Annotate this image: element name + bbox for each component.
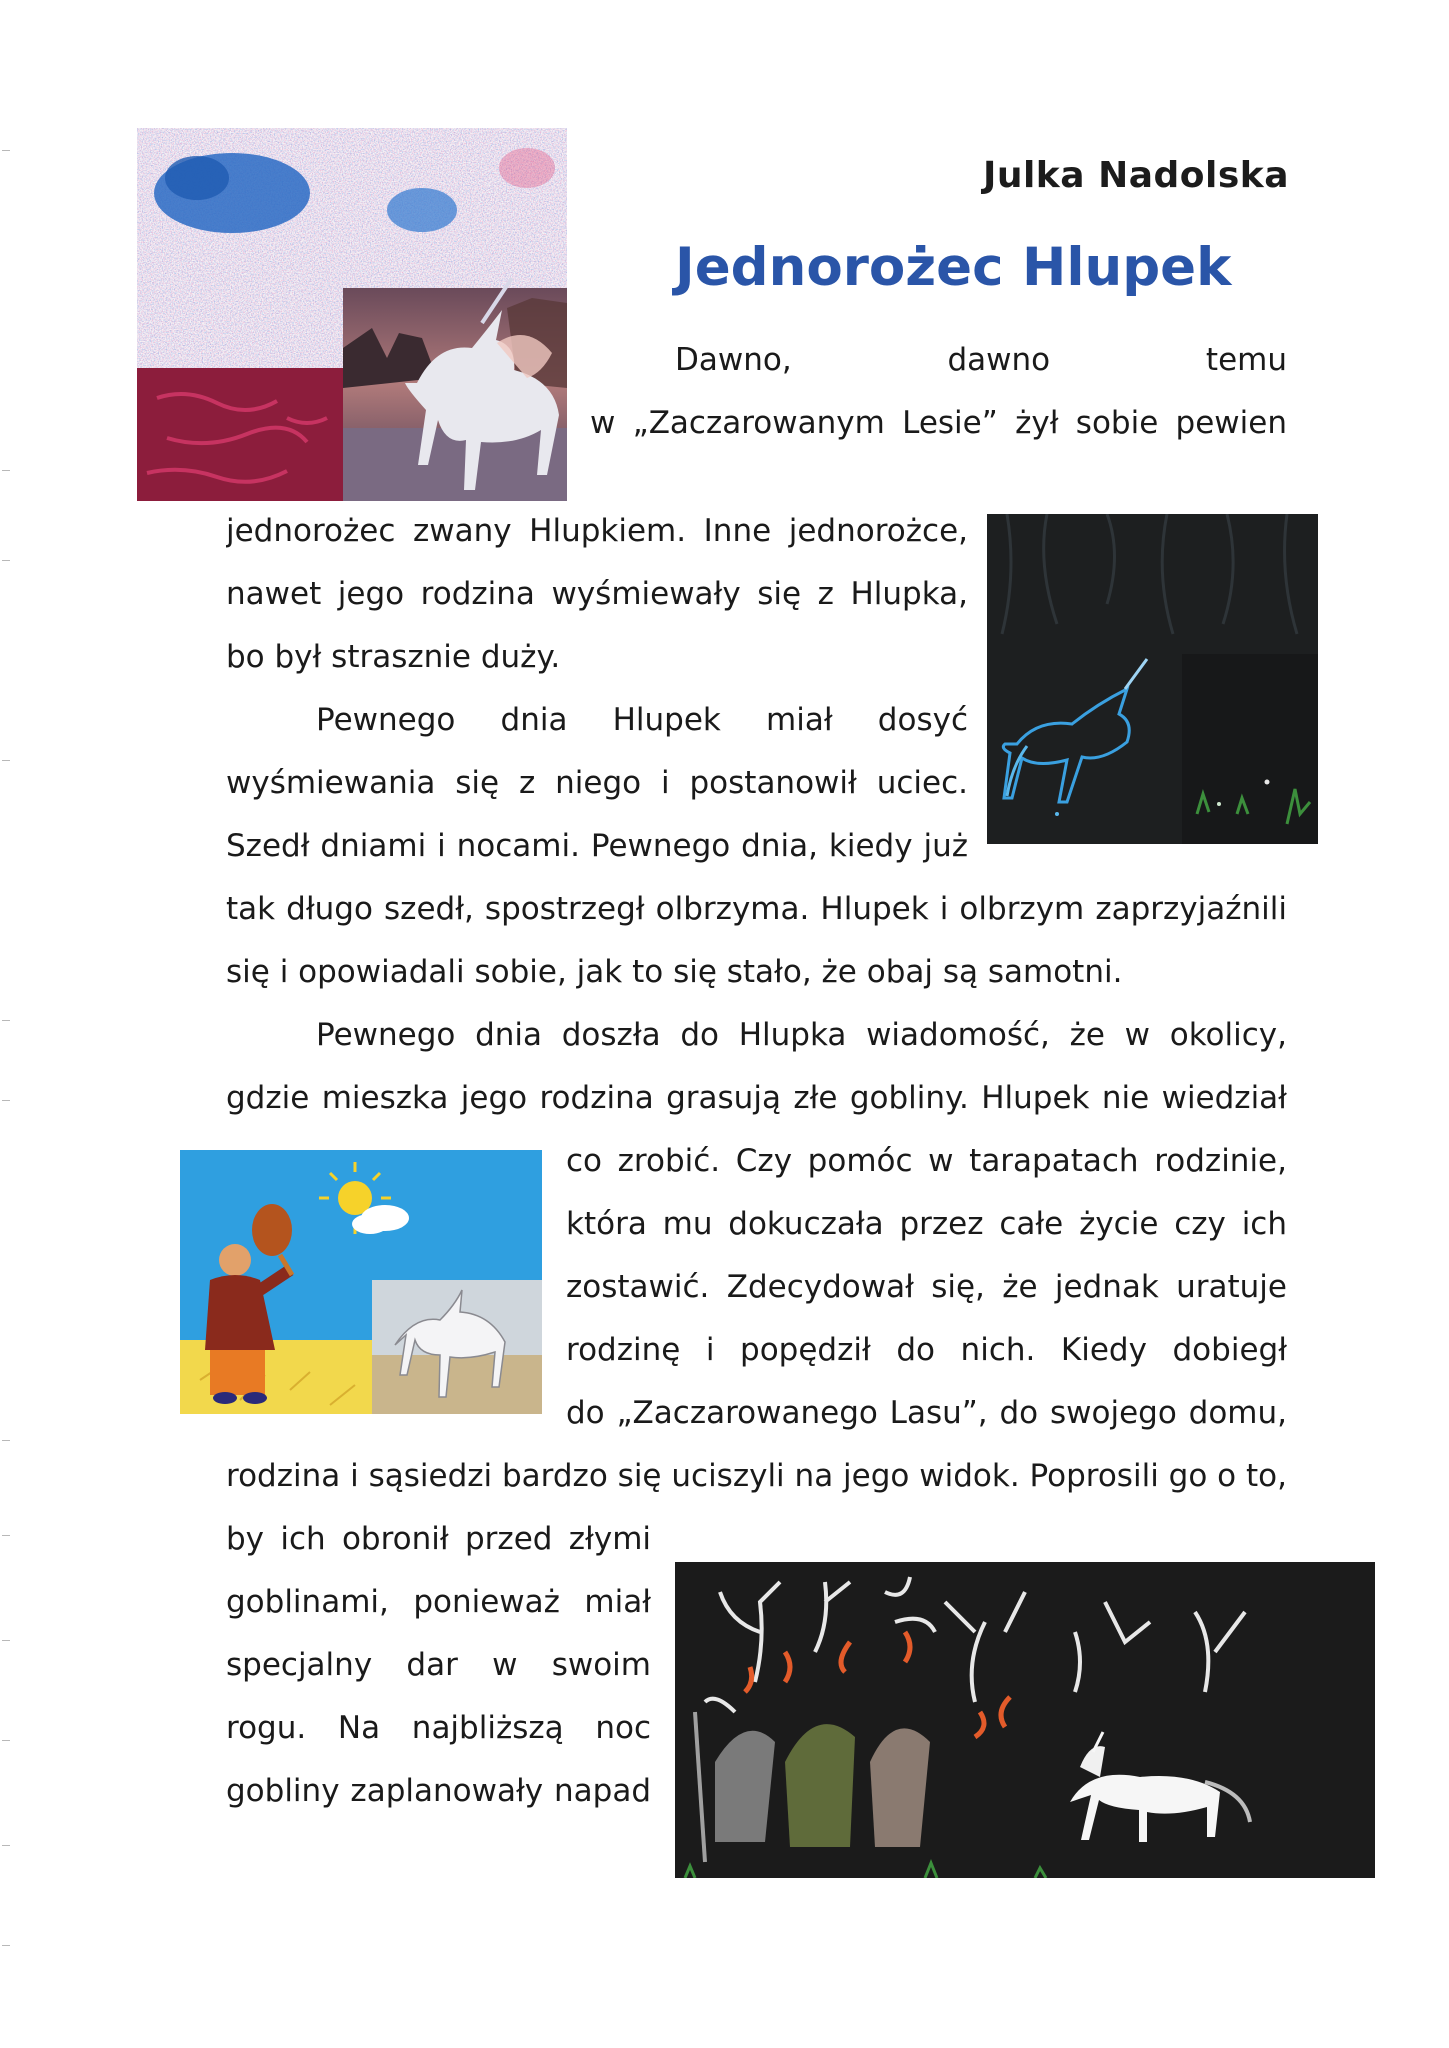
story-line: do „Zaczarowanego Lasu”, do swojego domu,	[566, 1395, 1287, 1431]
story-line: nawet jego rodzina wyśmiewały się z Hlupka,	[226, 576, 968, 612]
story-line: rodzinę i popędził do nich. Kiedy dobiegł	[566, 1332, 1287, 1368]
story-line: bo był strasznie duży.	[226, 639, 561, 675]
story-line: się i opowiadali sobie, jak to się stało, że obaj są samotni.	[226, 954, 1123, 990]
story-line: rodzina i sąsiedzi bardzo się uciszyli na jego widok. Poprosili go o to,	[226, 1458, 1287, 1494]
story-line: gobliny zaplanowały napad	[226, 1773, 651, 1809]
story-line: która mu dokuczała przez całe życie czy ich	[566, 1206, 1287, 1242]
author-name: Julka Nadolska	[982, 155, 1289, 196]
story-line: tak długo szedł, spostrzegł olbrzyma. Hlupek i olbrzym zaprzyjaźnili	[226, 891, 1287, 927]
unicorn-collage-illustration	[137, 128, 567, 501]
story-line: by ich obronił przed złymi	[226, 1521, 651, 1557]
story-line: w „Zaczarowanym Lesie” żył sobie pewien	[590, 405, 1287, 441]
story-line: rogu. Na najbliższą noc	[226, 1710, 651, 1746]
story-line: zostawić. Zdecydował się, że jednak uratuje	[566, 1269, 1287, 1305]
giant-and-unicorn-illustration	[180, 1150, 542, 1414]
story-line: goblinami, ponieważ miał	[226, 1584, 651, 1620]
story-line: wyśmiewania się z niego i postanowił uciec.	[226, 765, 968, 801]
story-line: co zrobić. Czy pomóc w tarapatach rodzinie,	[566, 1143, 1287, 1179]
story-line: Pewnego dnia Hlupek miał dosyć	[316, 702, 968, 738]
story-line: Szedł dniami i nocami. Pewnego dnia, kiedy już	[226, 828, 968, 864]
story-line: specjalny dar w swoim	[226, 1647, 651, 1683]
story-line: Dawno, dawno temu	[675, 342, 1287, 378]
story-line: gdzie mieszka jego rodzina grasują złe gobliny. Hlupek nie wiedział	[226, 1080, 1287, 1116]
story-line: jednorożec zwany Hlupkiem. Inne jednorożce,	[226, 513, 968, 549]
goblins-night-forest-illustration	[675, 1562, 1375, 1878]
night-unicorn-illustration	[987, 514, 1318, 844]
story-title: Jednorożec Hlupek	[675, 237, 1232, 298]
story-line: Pewnego dnia doszła do Hlupka wiadomość, że w okolicy,	[316, 1017, 1287, 1053]
